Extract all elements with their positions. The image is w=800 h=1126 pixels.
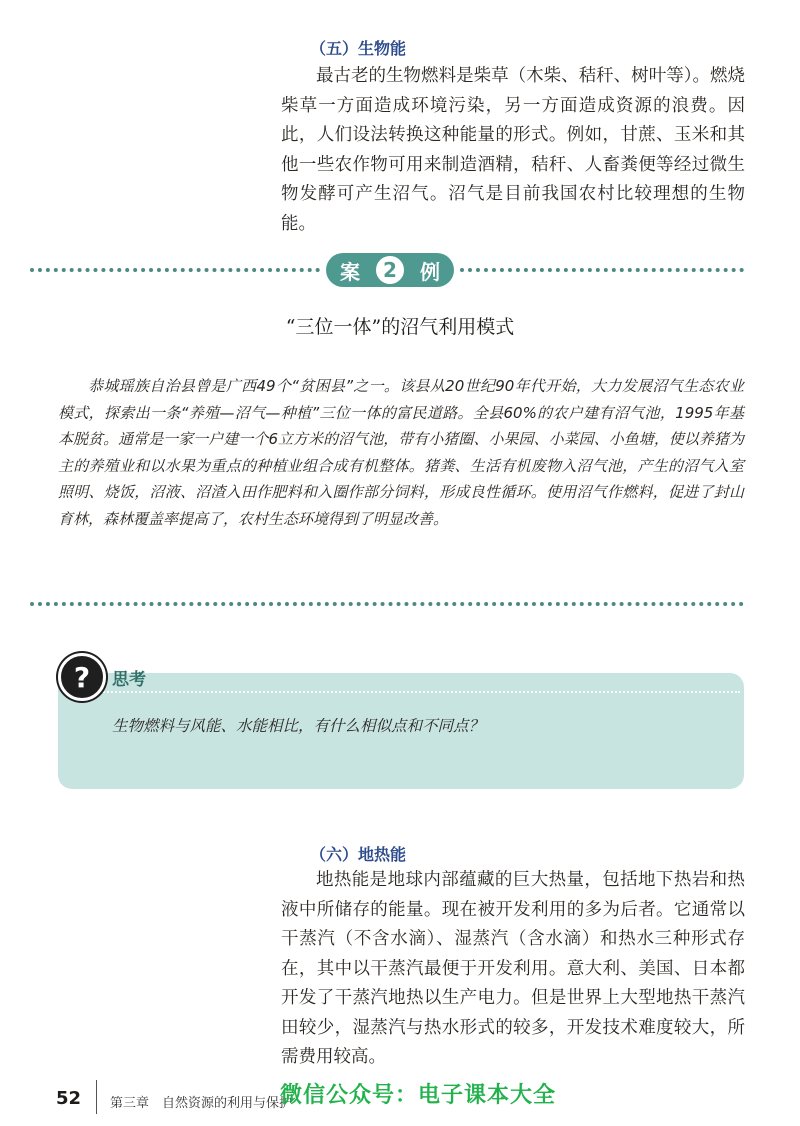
case-badge-left: 案 — [340, 259, 360, 284]
section5-paragraph: 最古老的生物燃料是柴草（木柴、秸秆、树叶等）。燃烧柴草一方面造成环境污染，另一方面造成资源的浪费。因此，人们设法转换这种能量的形式。例如，甘蔗、玉米和其他一些农作物可用来制造酒精，秸秆、人畜粪便等经过微生物发酵可产生沼气。沼气是目前我国农村比较理想的生物能。 — [281, 66, 745, 234]
case-divider-bottom — [30, 602, 744, 606]
case-badge-right: 例 — [420, 259, 440, 284]
section6-paragraph: 地热能是地球内部蕴藏的巨大热量，包括地下热岩和热液中所储存的能量。现在被开发利用的多为后者。它通常以干蒸汽（不含水滴）、湿蒸汽（含水滴）和热水三种形式存在，其中以干蒸汽最便于开发利用。意大利、美国、日本都开发了干蒸汽地热以生产电力。但是世界上大型地热干蒸汽田较少，湿蒸汽与热水形式的较多，开发技术难度较大，所需费用较高。 — [281, 870, 745, 1067]
case-divider-top-left — [30, 268, 320, 272]
case-number: 2 — [374, 254, 406, 286]
case-badge — [326, 253, 454, 287]
section6-heading: （六）地热能 — [310, 845, 407, 864]
page-number: 52 — [56, 1088, 82, 1109]
case-divider-top-right — [460, 268, 744, 272]
think-stripe — [100, 691, 740, 693]
think-label: 思考 — [112, 670, 146, 690]
case-title: “三位一体”的沼气利用模式 — [285, 316, 515, 338]
think-question: 生物燃料与风能、水能相比，有什么相似点和不同点？ — [112, 717, 485, 735]
chapter-title: 第三章 自然资源的利用与保护 — [110, 1096, 293, 1111]
watermark: 微信公众号：电子课本大全 — [280, 1083, 557, 1108]
question-icon: ? — [58, 653, 106, 701]
section5-heading: （五）生物能 — [310, 39, 407, 58]
case-body: 恭城瑶族自治县曾是广西49个“贫困县”之一。该县从20世纪90年代开始，大力发展沼气生态农业模式，探索出一条“养殖—沼气—种植”三位一体的富民道路。全县60%的农户建有沼气池，1995年基本脱贫。通常是一家一户建一个6立方米的沼气池，带有小猪圈、小果园、小菜园、小鱼塘，使以养猪为主的养殖业和以水果为重点的种植业组合成有机整体。猪粪、生活有机废物入沼气池，产生的沼气入室照明、烧饭，沼液、沼渣入田作肥料和入圈作部分饲料，形成良性循环。使用沼气作燃料，促进了封山育林，森林覆盖率提高了，农村生态环境得到了明显改善。 — [58, 377, 744, 528]
footer-divider — [96, 1080, 97, 1114]
